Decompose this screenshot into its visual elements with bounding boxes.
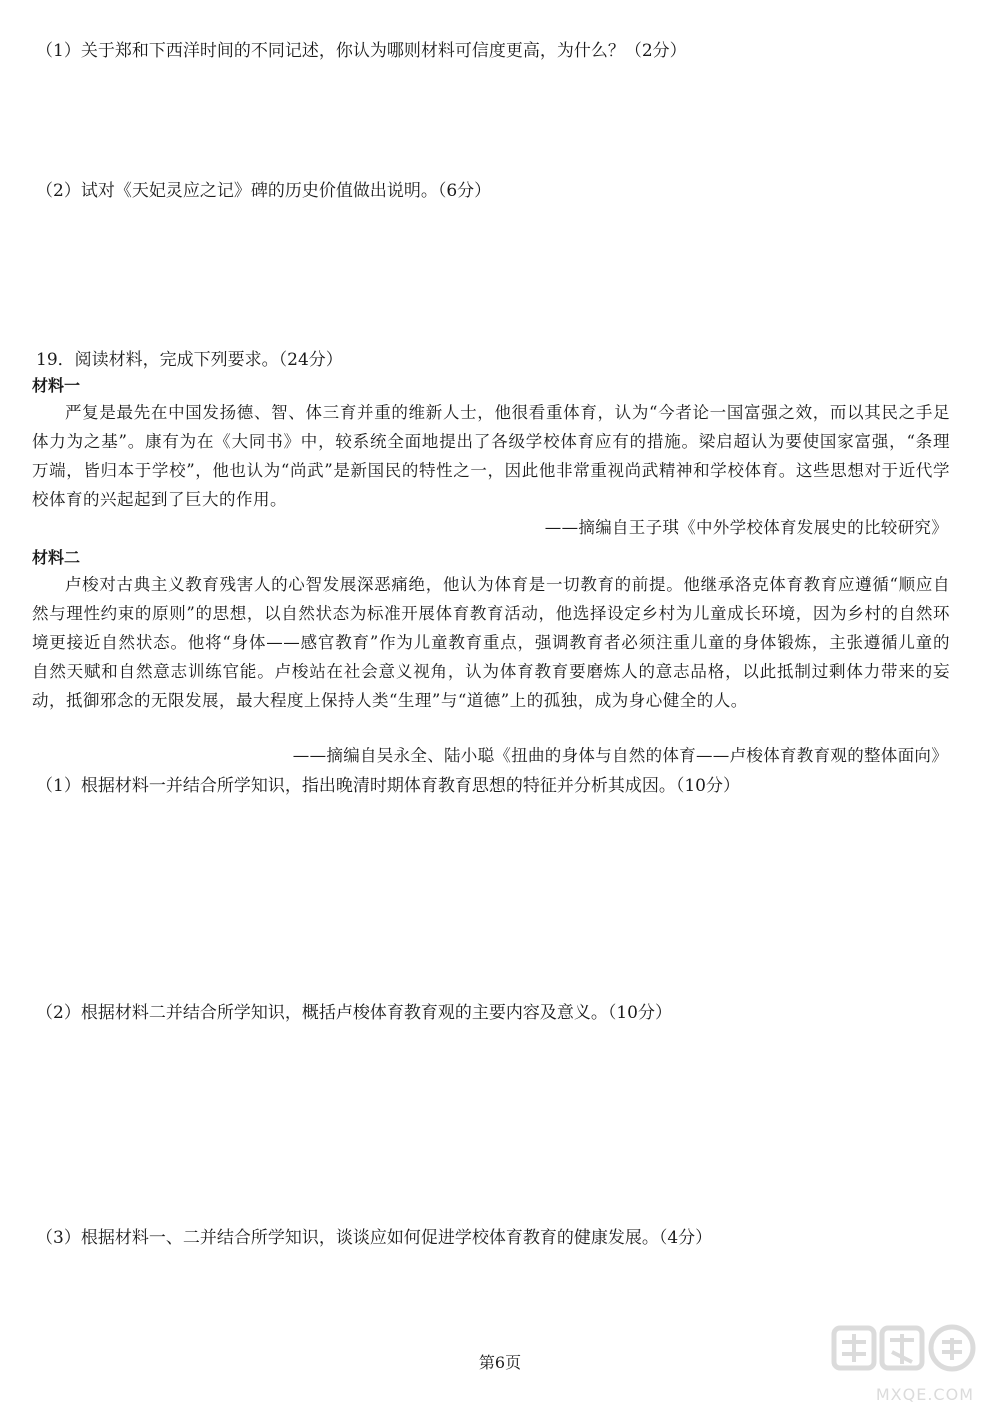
question-18-1: （1）关于郑和下西洋时间的不同记述，你认为哪则材料可信度更高，为什么？（2分） — [36, 41, 687, 61]
watermark-logo — [830, 1318, 980, 1408]
question-19-2: （2）根据材料二并结合所学知识，概括卢梭体育教育观的主要内容及意义。（10分） — [36, 1003, 672, 1023]
question-19-1: （1）根据材料一并结合所学知识，指出晚清时期体育教育思想的特征并分析其成因。（10分） — [36, 776, 740, 796]
page-number: 第6页 — [478, 1353, 522, 1372]
material-2-source: ——摘编自吴永全、陆小聪《扭曲的身体与自然的体育——卢梭体育教育观的整体面向》 — [292, 746, 948, 765]
material-2-text: 卢梭对古典主义教育残害人的心智发展深恶痛绝，他认为体育是一切教育的前提。他继承洛克体育教育应遵循“顺应自然与理性约束的原则”的思想，以自然状态为标准开展体育教育活动，他选择设定乡村为儿童成长环境，因为乡村的自然环境更接近自然状态。他将“身体——感官教育”作为儿童教育重点，强调教育者必须注重儿童的身体锻炼，主张遵循儿童的自然天赋和自然意志训练官能。卢梭站在社会意义视角，认为体育教育要磨炼人的意志品格，以此抵制过剩体力带来的妄动，抵御邪念的无限发展，最大程度上保持人类“生理”与“道德”上的孤独，成为身心健全的人。 — [32, 575, 950, 710]
watermark-text: MXQE.COM — [875, 1385, 974, 1404]
question-18-2: （2）试对《天妃灵应之记》碑的历史价值做出说明。（6分） — [36, 181, 492, 201]
question-19-header: 19．阅读材料，完成下列要求。（24分） — [36, 350, 343, 370]
material-1-source: ——摘编自王子琪《中外学校体育发展史的比较研究》 — [544, 518, 948, 537]
material-2-label: 材料二 — [32, 548, 81, 567]
watermark-logo-icon — [830, 1318, 980, 1388]
material-1-text: 严复是最先在中国发扬德、智、体三育并重的维新人士，他很看重体育，认为“今者论一国富强之效，而以其民之手足体力为之基”。康有为在《大同书》中，较系统全面地提出了各级学校体育应有的措施。梁启超认为要使国家富强，“条理万端，皆归本于学校”，他也认为“尚武”是新国民的特性之一，因此他非常重视尚武精神和学校体育。这些思想对于近代学校体育的兴起起到了巨大的作用。 — [32, 403, 950, 509]
question-19-3: （3）根据材料一、二并结合所学知识，谈谈应如何促进学校体育教育的健康发展。（4分） — [36, 1228, 713, 1248]
material-1-label: 材料一 — [32, 376, 81, 395]
